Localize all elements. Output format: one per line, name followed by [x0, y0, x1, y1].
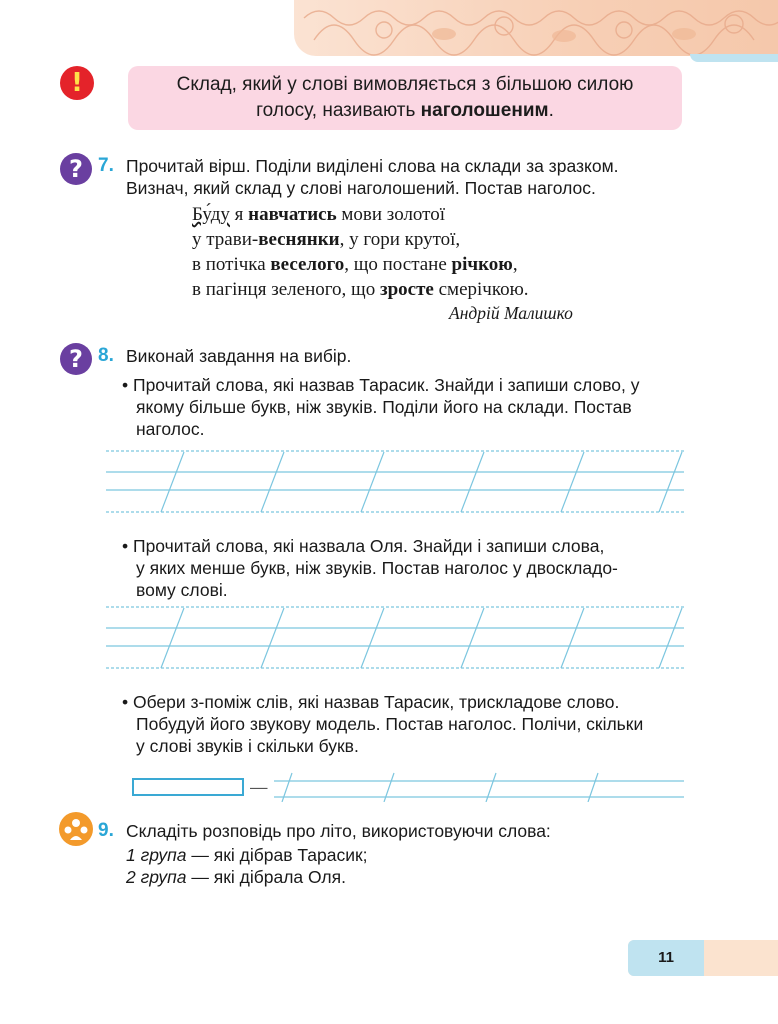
- poem-line: в потічка веселого, що постане річкою,: [192, 254, 518, 275]
- task-9-group-2: 2 група — які дібрала Оля.: [126, 867, 346, 887]
- task-7-instructions: Прочитай вірш. Поділи виділені слова на склади за зразком. Визнач, який склад у слові наголошений. Постав наголос.: [126, 156, 619, 198]
- rule-line-2: голосу, називають наголошеним.: [256, 100, 554, 121]
- poem-author: Андрій Малишко: [449, 303, 573, 323]
- exclamation-icon: !: [60, 66, 94, 100]
- task-8-title: Виконай завдання на вибір.: [126, 346, 352, 366]
- task-8-option-2: • Прочитай слова, які назвала Оля. Знайди і запиши слова, у яких менше букв, ніж звуків. Постав наголос у двоскладо- вому слові.: [122, 536, 618, 600]
- writing-lines-3[interactable]: [274, 772, 684, 802]
- header-accent-strip: [690, 54, 778, 62]
- poem-line: Бу́ду я навчатись мови золотої: [192, 204, 446, 225]
- question-icon: ?: [60, 153, 92, 185]
- rule-box: [128, 66, 682, 130]
- task-7-number: 7.: [98, 155, 114, 176]
- page-number-tab: [628, 940, 778, 976]
- task-9-group-1: 1 група — які дібрав Тарасик;: [126, 845, 368, 865]
- task-8-option-1: • Прочитай слова, які назвав Тарасик. Знайди і запиши слово, у якому більше букв, ніж звуків. Поділи його на склади. Постав наголос.: [122, 375, 640, 439]
- page-number: 11: [628, 940, 704, 976]
- writing-lines-2[interactable]: [106, 606, 684, 670]
- writing-lines-1[interactable]: [106, 450, 684, 514]
- sound-model-box[interactable]: [132, 778, 244, 796]
- rule-line-1: Склад, який у слові вимовляється з більшою силою: [176, 74, 634, 95]
- group-work-icon: [59, 812, 93, 846]
- task-9-title: Складіть розповідь про літо, використовуючи слова:: [126, 821, 551, 841]
- question-icon: ?: [60, 343, 92, 375]
- task-8-number: 8.: [98, 345, 114, 366]
- task-8-option-3: • Обери з-поміж слів, які назвав Тарасик, трискладове слово. Побудуй його звукову модель. Постав наголос. Полічи, скільки у слові звуків і скільки букв.: [122, 692, 644, 756]
- ornament-pattern: [294, 0, 778, 56]
- task-9-number: 9.: [98, 820, 114, 841]
- poem-line: в пагінця зеленого, що зросте смерічкою.: [192, 279, 529, 300]
- poem-line: у трави-веснянки, у гори крутої,: [192, 229, 461, 250]
- header-ornament-banner: [294, 0, 778, 56]
- poem: [192, 202, 529, 302]
- rule-term: наголошеним: [420, 100, 549, 121]
- dash: —: [250, 777, 268, 797]
